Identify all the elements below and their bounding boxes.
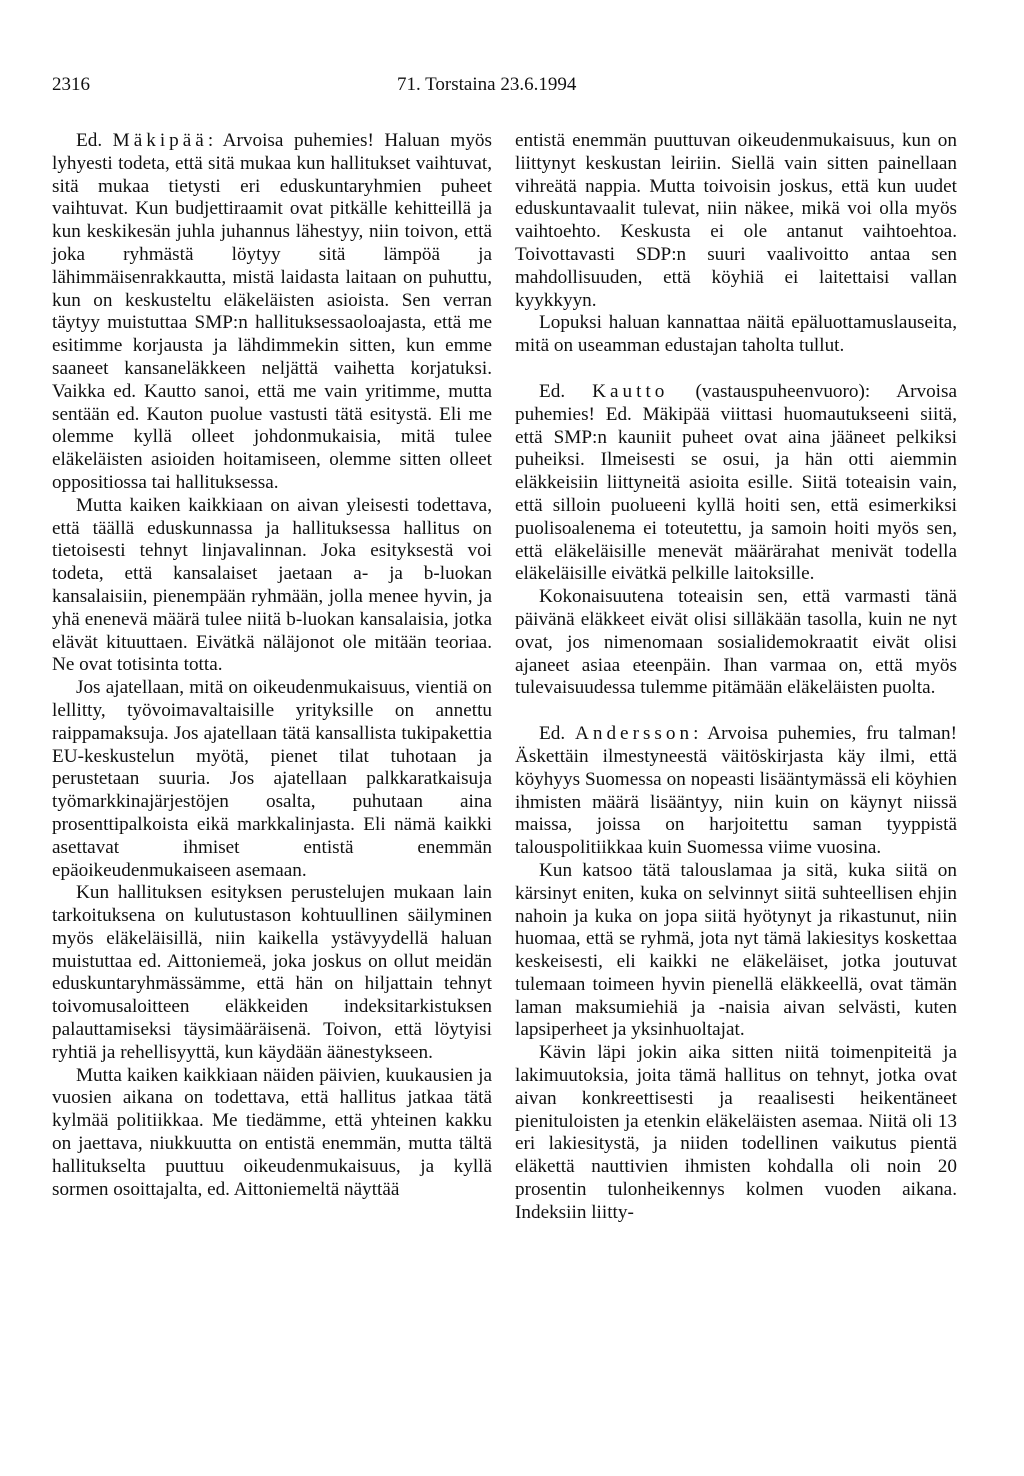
- continuation-paragraph: Lopuksi haluan kannattaa näitä epäluottamuslauseita, mitä on useamman edustajan taholta tullut.: [515, 312, 957, 357]
- speech-paragraph: Kävin läpi jokin aika sitten niitä toimenpiteitä ja lakimuutoksia, joita tämä hallitus on tehnyt, jotka ovat aivan konkreettisesti ja reaalisesti heikentäneet pienituloisten ja etenkin eläkeläisten asemaa. Niitä oli 13 eri lakiesitystä, ja niiden todellinen vaikutus pientä eläkettä nauttivien ihmisten kohdalla oli noin 20 prosentin tulonheikennys kolmen vuoden aikana. Indeksiin liitty-: [515, 1042, 957, 1223]
- speech-paragraph: Kun katsoo tätä talouslamaa ja sitä, kuka siitä on kärsinyt eniten, kuka on selvinnyt siitä suhteellisen ehjin nahoin ja kuka on jopa siitä hyötynyt ja rikastunut, niin huomaa, että se ryhmä, jota nyt tämä lakiesitys koskettaa keskeisesti, eli kaikki ne eläkeläiset, jotka joutuvat tulemaan toimeen hyvin pienellä eläkkeellä, ovat tämän laman maksumiehiä ja -naisia aivan selvästi, kuten lapsiperheet ja yksinhuoltajat.: [515, 859, 957, 1041]
- speaker-prefix: Ed.: [539, 380, 593, 402]
- speech-paragraph: [52, 130, 492, 495]
- speaker-name: Andersson: [575, 723, 694, 745]
- speaker-prefix: Ed.: [539, 723, 576, 745]
- paragraph-text: Arvoisa puhemies! Ed. Mäkipää viittasi huomautukseeni siitä, että SMP:n kauniit puheet ovat aina jääneet pelkiksi puheiksi. Ilmeisesti se osui, ja hän otti aiemmin eläkkeisiin liittyneitä asioita esille. Siitä toteaisin vain, että silloin puolueeni kyllä hoiti sen, että esimerkiksi puolisoalenema ei toteutettu, ja samoin hoiti myös sen, että eläkeläisille menevät määrärahat menivät todella eläkeläisille eivätkä pelkille laitoksille.: [515, 380, 957, 585]
- speech-paragraph: [515, 723, 957, 860]
- speaker-name: Kautto: [592, 380, 669, 402]
- speech-paragraph: Mutta kaiken kaikkiaan on aivan yleisesti todettava, että täällä eduskunnassa ja hallituksessa hallitus on tietoisesti tehnyt linjavalinnan. Joka esityksestä voi todeta, että kansalaiset jaetaan a- ja b-luokan kansalaisiin, pienempään ryhmään, jolla menee hyvin, ja yhä enenevä määrä tulee niitä b-luokan kansalaisia, jotka elävät kituuttaen. Eivätkä näläjonot ole mitään teoriaa. Ne ovat totisinta totta.: [52, 494, 492, 676]
- page-header: [52, 74, 982, 100]
- speech-paragraph: Kokonaisuutena toteaisin sen, että varmasti tänä päivänä eläkkeet eivät olisi silläkään tasolla, kuin ne nyt ovat, jos nimenomaan sosialidemokraatit eivät olisi ajaneet asiaa eteenpäin. Ihan varmaa on, että myös tulevaisuudessa tulemme pitämään eläkeläisten puolta.: [515, 586, 957, 699]
- page-number: 2316: [52, 74, 90, 95]
- speaker-suffix: :: [207, 130, 223, 151]
- speaker-name: Mäkipää: [112, 130, 208, 151]
- speech-paragraph: Kun hallituksen esityksen perustelujen mukaan lain tarkoituksena on kulutustason kohtuullinen säilyminen myös eläkeläisillä, niin kaikella ystävyydellä haluan muistuttaa ed. Aittoniemeä, joka joskus on ollut meidän eduskuntaryhmässämme, että hän on hiljattain tehnyt toivomusaloitteen eläkkeiden indeksitarkistuksen palauttamiseksi täysimääräisenä. Toivon, että löytyisi ryhtiä ja rehellisyyttä, kun käydään äänestykseen.: [52, 882, 492, 1063]
- speaker-suffix: :: [693, 723, 708, 745]
- left-column: [52, 130, 492, 1201]
- speech-paragraph: Jos ajatellaan, mitä on oikeudenmukaisuus, vientiä on lellitty, työvoimavaltaisille yrityksille on annettu raippamaksuja. Jos ajatellaan tätä kansallista tukipakettia EU-keskustelun myötä, pienet tilat tuhotaan ja perustetaan suuria. Jos ajatellaan palkkaratkaisuja työmarkkinajärjestöjen osalta, puhutaan aina prosenttipalkoista eikä markkalinjasta. Eli nämä kaikki asettavat ihmiset entistä enemmän epäoikeudenmukaiseen asemaan.: [52, 677, 492, 881]
- speech-paragraph: Mutta kaiken kaikkiaan näiden päivien, kuukausien ja vuosien aikana on todettava, että hallitus jatkaa tätä kylmää politiikkaa. Me tiedämme, että yhteinen kakku on jaettava, niukkuutta on entistä enemmän, mutta tältä hallitukselta puuttuu oikeudenmukaisuus, ja kyllä sormen osoittajalta, ed. Aittoniemeltä näyttää: [52, 1064, 492, 1200]
- paragraph-text: Arvoisa puhemies, fru talman! Äskettäin ilmestyneestä väitöskirjasta käy ilmi, että köyhyys Suomessa on nopeasti lisääntymässä eli köyhien ihmisten määrä lisääntyy, niin kuin on käynyt niissä maissa, joissa on harjoitettu saman tyyppistä talouspolitiikkaa kuin Suomessa viime vuosina.: [515, 723, 957, 859]
- paragraph-text: Arvoisa puhemies! Haluan myös lyhyesti todeta, että sitä mukaa kun hallitukset vaihtuvat, sitä mukaa tietysti eri eduskuntaryhmien puheet vaihtuvat. Kun budjettiraamit ovat pitkälle kehitteillä ja kun keskikesän juhla juhannus lähestyy, niin toivon, että joka ryhmästä löytyy sitä lämpöä ja lähimmäisenrakkautta, mistä laidasta laitaan on puhuttu, kun on keskusteltu eläkeläisten asioista. Sen verran täytyy muistuttaa SMP:n hallituksessaoloajasta, että me esitimme korjausta ja lähdimmekin sitten, kun emme saaneet kansaneläkkeen neljättä vaihetta korjatuksi. Vaikka ed. Kautto sanoi, että me vain yritimme, mutta sentään ed. Kauton puolue vastusti tätä esitystä. Eli me olemme kyllä olleet johdonmukaisia, mitä tulee eläkeläisten asioiden hoitamiseen, olemme sitten olleet oppositiossa tai hallituksessa.: [52, 130, 492, 493]
- session-info: 71. Torstaina 23.6.1994: [397, 74, 577, 95]
- right-column: [515, 130, 957, 1225]
- speech-paragraph: [515, 381, 957, 586]
- continuation-paragraph: entistä enemmän puuttuvan oikeudenmukaisuus, kun on liittynyt keskustan leiriin. Siellä vain sitten painellaan vihreätä nappia. Mutta toivoisin joskus, että kun uudet eduskuntavaalit tulevat, niin näkee, mikä voi olla myös vaihtoehto. Keskusta ei ole antanut vaihtoehtoa. Toivottavasti SDP:n suuri vaalivoitto antaa sen mahdollisuuden, että köyhiä ei laitettaisi vallan kyykkyyn.: [515, 130, 957, 311]
- speaker-suffix: (vastauspuheenvuoro):: [668, 380, 897, 402]
- speaker-prefix: Ed.: [76, 130, 113, 151]
